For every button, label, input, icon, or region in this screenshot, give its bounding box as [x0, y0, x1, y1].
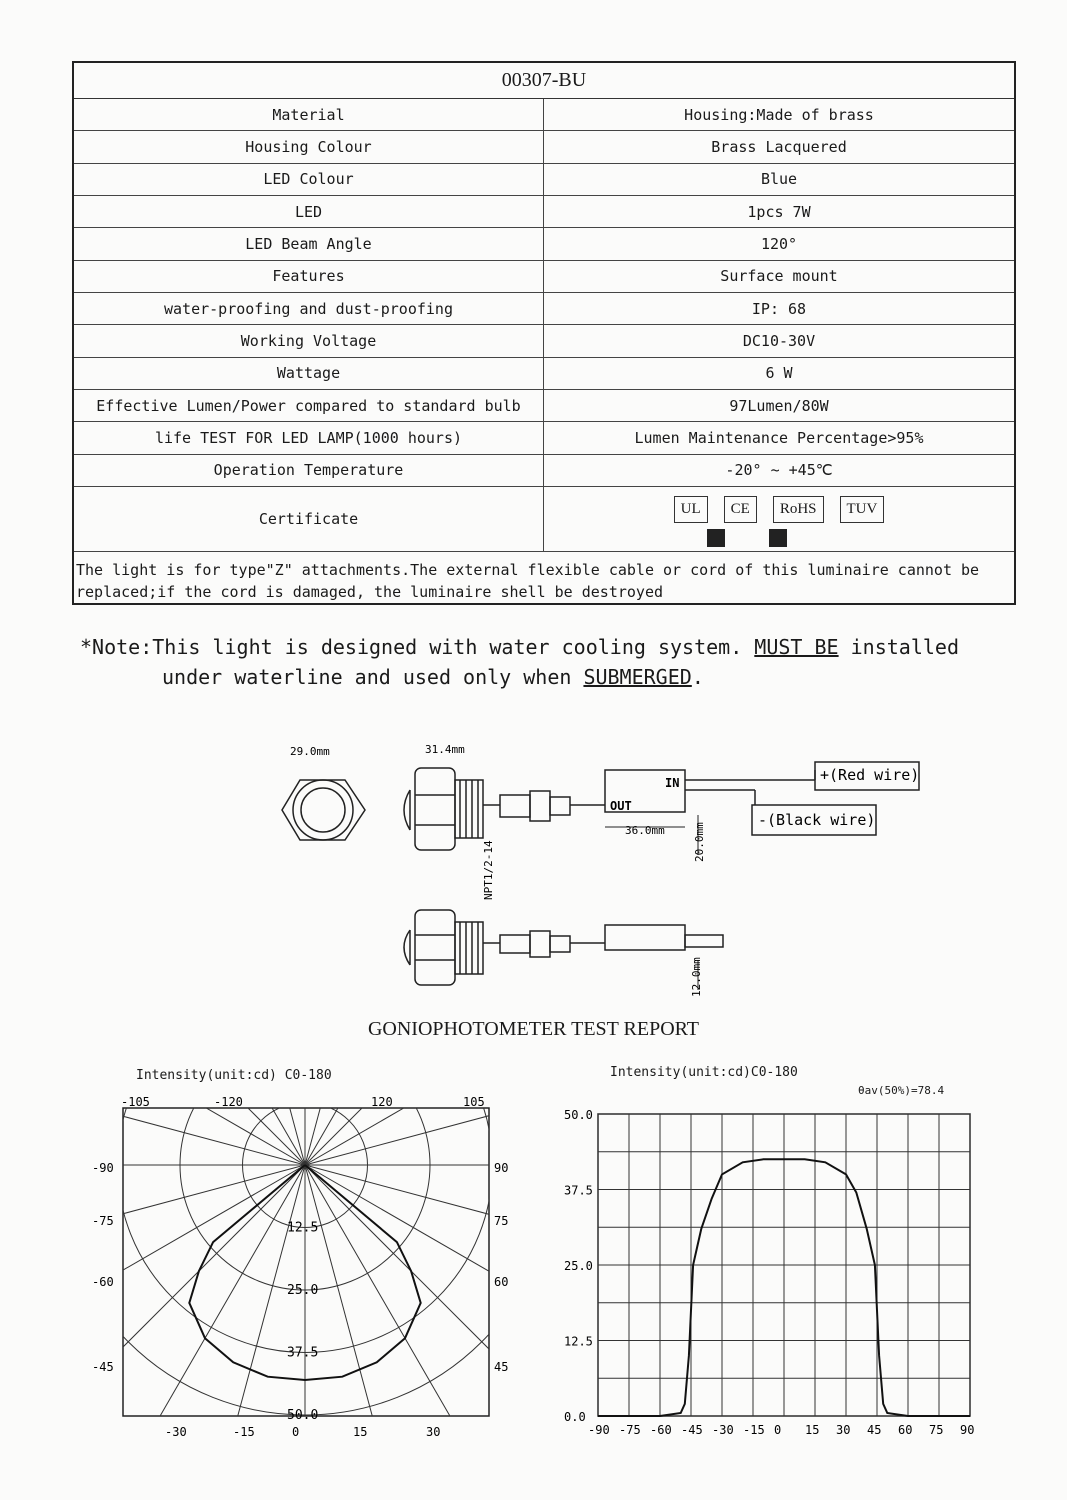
polar-angle-label: -75: [92, 1214, 114, 1228]
polar-angle-label: 75: [494, 1214, 509, 1228]
x-tick-label: 30: [836, 1423, 851, 1437]
certificate-label: Certificate: [74, 487, 544, 551]
polar-angle-label: -90: [92, 1161, 114, 1175]
polar-spoke: [0, 1090, 305, 1165]
row-label: Features: [74, 261, 544, 292]
y-tick-label: 0.0: [564, 1410, 586, 1424]
line-annotation: θav(50%)=78.4: [858, 1084, 945, 1097]
footer-line-1: The light is for type"Z" attachments.The external flexible cable or cord of this luminaire cannot be: [76, 561, 980, 579]
y-tick-label: 50.0: [564, 1108, 593, 1122]
polar-angle-label: 0: [292, 1425, 300, 1439]
note-mid: installed: [838, 635, 960, 659]
table-row: [74, 455, 1014, 487]
footer-note: [76, 559, 1006, 603]
polar-angle-label: -105: [121, 1095, 150, 1109]
polar-spoke: [305, 1165, 530, 1430]
x-tick-label: -60: [650, 1423, 672, 1437]
polar-angle-label: 30: [426, 1425, 441, 1439]
table-row: [74, 131, 1014, 163]
row-label: LED: [74, 196, 544, 227]
x-tick-label: 45: [867, 1423, 882, 1437]
table-row: [74, 228, 1014, 260]
y-tick-label: 12.5: [564, 1334, 593, 1349]
polar-chart: [0, 1090, 530, 1450]
row-label: LED Colour: [74, 164, 544, 195]
polar-spoke: [40, 1090, 305, 1165]
row-label: Effective Lumen/Power compared to standard bulb: [74, 390, 544, 421]
polar-title: Intensity(unit:cd) C0-180: [136, 1068, 332, 1083]
row-value: 120°: [760, 234, 798, 253]
polar-angle-label: -45: [92, 1360, 114, 1374]
polar-angle-label: -30: [165, 1425, 187, 1439]
polar-angle-label: 90: [494, 1161, 509, 1175]
row-label: life TEST FOR LED LAMP(1000 hours): [74, 422, 544, 453]
note-line2: under waterline and used only when: [162, 665, 584, 689]
x-tick-label: -90: [588, 1423, 610, 1437]
polar-radial-label: 12.5: [287, 1220, 319, 1236]
row-value: Surface mount: [720, 267, 838, 286]
row-value: Brass Lacquered: [711, 137, 847, 156]
y-tick-label: 25.0: [564, 1259, 593, 1273]
polar-spoke: [40, 1165, 305, 1430]
dim-width: 29.0mm: [290, 745, 330, 758]
x-tick-label: -30: [712, 1423, 734, 1437]
line-chart: [540, 1100, 1000, 1450]
x-tick-label: -45: [681, 1423, 703, 1437]
row-value: IP: 68: [751, 299, 807, 318]
polar-frame: [123, 1108, 489, 1416]
table-row: [74, 164, 1014, 196]
driver-height: 20.0mm: [693, 822, 706, 862]
polar-angle-label: 45: [494, 1360, 509, 1374]
report-title: GONIOPHOTOMETER TEST REPORT: [367, 1018, 700, 1040]
in-label: IN: [665, 776, 680, 790]
note-prefix: *Note:This light is designed with water cooling system.: [80, 635, 755, 659]
cert-badge: TUV: [840, 496, 885, 523]
x-tick-label: 0: [774, 1423, 782, 1437]
table-row: [74, 422, 1014, 454]
dim-length: 31.4mm: [425, 743, 465, 756]
polar-angle-label: 105: [463, 1095, 485, 1109]
x-tick-label: 90: [960, 1423, 975, 1437]
y-tick-label: 37.5: [564, 1183, 593, 1198]
footer-line-2: replaced;if the cord is damaged, the luminaire shell be destroyed: [76, 583, 663, 601]
polar-grid: [0, 1090, 530, 1450]
cert-mark-icon: [707, 529, 725, 547]
thread-label: NPT1/2-14: [482, 840, 495, 900]
row-value: -20° ~ +45℃: [725, 461, 833, 480]
black-wire-label: -(Black wire): [758, 811, 876, 829]
polar-spoke: [0, 1165, 305, 1262]
row-value: Housing:Made of brass: [684, 105, 874, 124]
row-value: 97Lumen/80W: [729, 396, 829, 415]
note-line2-end: .: [691, 665, 704, 689]
polar-angle-label: -120: [214, 1095, 243, 1109]
polar-spoke: [305, 1090, 530, 1165]
polar-angle-label: 60: [494, 1275, 509, 1289]
row-label: Working Voltage: [74, 325, 544, 356]
row-value: DC10-30V: [742, 331, 816, 350]
table-row: [74, 390, 1014, 422]
cert-mark-icon: [769, 529, 787, 547]
row-label: Operation Temperature: [74, 455, 544, 486]
driver-length: 36.0mm: [625, 824, 665, 837]
technical-drawing: [0, 735, 1067, 1005]
cert-badge: CE: [724, 496, 757, 523]
x-tick-label: 75: [929, 1423, 944, 1437]
table-row: [74, 358, 1014, 390]
row-value: Lumen Maintenance Percentage>95%: [634, 428, 924, 447]
polar-angle-label: 120: [371, 1095, 393, 1109]
polar-radial-label: 50.0: [287, 1408, 319, 1423]
out-label: OUT: [610, 799, 632, 813]
table-row: [74, 261, 1014, 293]
polar-ring: [55, 1090, 530, 1415]
red-wire-label: +(Red wire): [820, 766, 920, 784]
row-value: 6 W: [765, 364, 793, 383]
driver-height-2: 12.0mm: [690, 957, 703, 997]
table-row: [74, 196, 1014, 228]
polar-angle-label: -60: [92, 1275, 114, 1289]
note-submerged: SUBMERGED: [583, 665, 692, 689]
table-row: [74, 293, 1014, 325]
note-must-be: MUST BE: [754, 635, 839, 659]
row-label: LED Beam Angle: [74, 228, 544, 259]
installation-note: [80, 632, 959, 692]
polar-angle-label: -15: [233, 1425, 255, 1439]
row-value: 1pcs 7W: [747, 202, 811, 221]
table-row: [74, 99, 1014, 131]
polar-angle-label: 15: [353, 1425, 368, 1439]
cert-marks: [707, 529, 787, 547]
x-tick-label: -15: [743, 1423, 765, 1437]
row-label: Wattage: [74, 358, 544, 389]
row-label: Material: [74, 99, 544, 130]
polar-spoke: [305, 1090, 530, 1165]
table-row: [74, 325, 1014, 357]
polar-radial-label: 37.5: [287, 1345, 319, 1361]
x-tick-label: -75: [619, 1423, 641, 1437]
x-tick-label: 15: [805, 1423, 820, 1437]
polar-spoke: [0, 1090, 305, 1165]
polar-spoke: [0, 1165, 305, 1353]
spec-table: [72, 61, 1016, 605]
polar-spoke: [305, 1090, 530, 1165]
certificate-row: [74, 487, 1014, 552]
line-title: Intensity(unit:cd)C0-180: [610, 1065, 798, 1080]
polar-radial-label: 25.0: [287, 1283, 319, 1298]
cert-badge: RoHS: [773, 496, 824, 523]
row-value: Blue: [760, 170, 798, 189]
row-label: Housing Colour: [74, 131, 544, 162]
cert-badge: UL: [674, 496, 708, 523]
table-title: 00307-BU: [74, 63, 1014, 99]
x-tick-label: 60: [898, 1423, 913, 1437]
row-label: water-proofing and dust-proofing: [74, 293, 544, 324]
